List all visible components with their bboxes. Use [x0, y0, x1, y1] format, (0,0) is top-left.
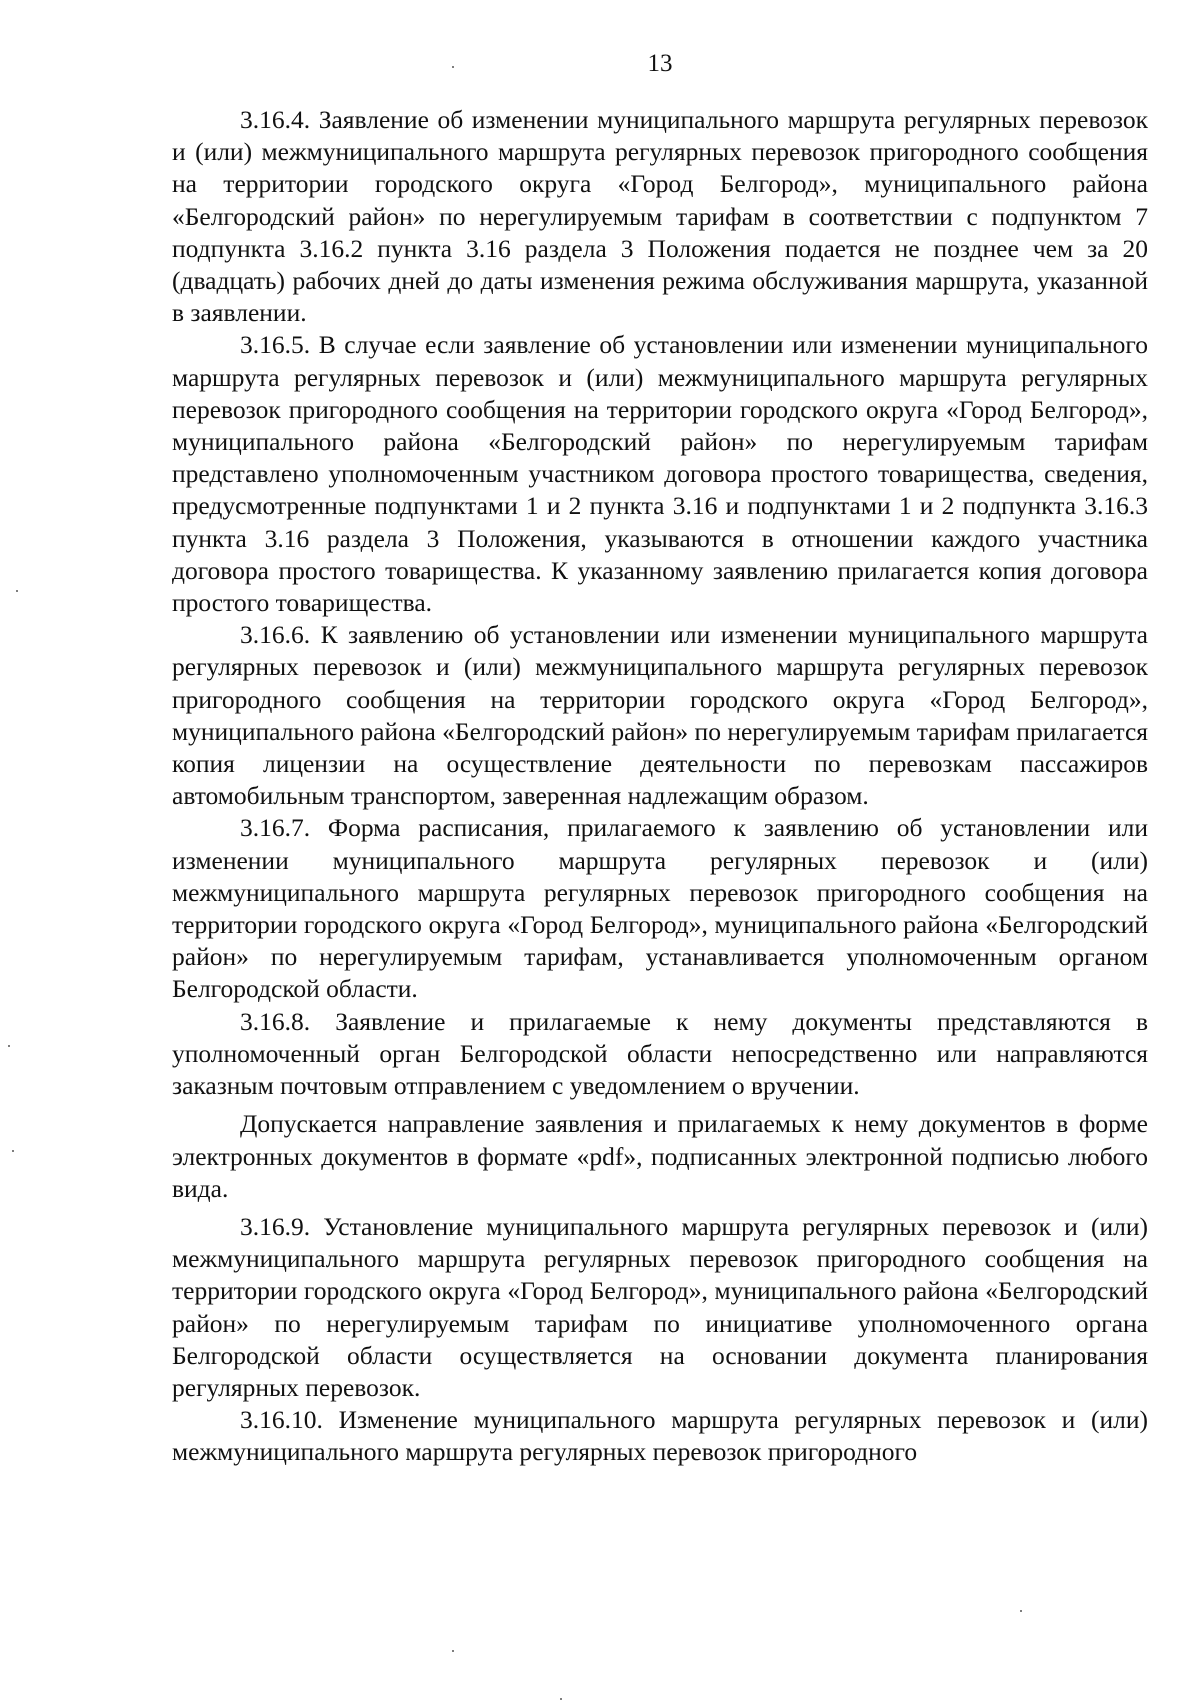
scan-speck — [452, 66, 454, 68]
paragraph-3-16-10: 3.16.10. Изменение муниципального маршрута регулярных перевозок и (или) межмуниципального маршрута регулярных перевозок пригородного — [172, 1405, 1148, 1467]
paragraph-3-16-7: 3.16.7. Форма расписания, прилагаемого к заявлению об установлении или изменении муниципального маршрута регулярных перевозок и (или) межмуниципального маршрута регулярных перевозок пригородного сообщения на территории городского округа «Город Белгород», муниципального района «Белгородский район» по нерегулируемым тарифам, устанавливается уполномоченным органом Белгородской области. — [172, 813, 1148, 1004]
page-number: 13 — [647, 50, 673, 77]
paragraph-3-16-8-continued: Допускается направление заявления и прилагаемых к нему документов в форме электронных документов в формате «pdf», подписанных электронной подписью любого вида. — [172, 1109, 1148, 1203]
paragraph-3-16-4: 3.16.4. Заявление об изменении муниципального маршрута регулярных перевозок и (или) межмуниципального маршрута регулярных перевозок пригородного сообщения на территории городского округа «Город Белгород», муниципального района «Белгородский район» по нерегулируемым тарифам в соответствии с подпунктом 7 подпункта 3.16.2 пункта 3.16 раздела 3 Положения подается не позднее чем за 20 (двадцать) рабочих дней до даты изменения режима обслуживания маршрута, указанной в заявлении. — [172, 105, 1148, 328]
paragraph-3-16-5: 3.16.5. В случае если заявление об установлении или изменении муниципального маршрута регулярных перевозок и (или) межмуниципального маршрута регулярных перевозок пригородного сообщения на территории городского округа «Город Белгород», муниципального района «Белгородский район» по нерегулируемым тарифам представлено уполномоченным участником договора простого товарищества, сведения, предусмотренные подпунктами 1 и 2 пункта 3.16 и подпунктами 1 и 2 подпункта 3.16.3 пункта 3.16 раздела 3 Положения, указываются в отношении каждого участника договора простого товарищества. К указанному заявлению прилагается копия договора простого товарищества. — [172, 330, 1148, 618]
scan-speck — [560, 1698, 562, 1700]
scan-speck — [1020, 1610, 1022, 1612]
scan-speck — [452, 1650, 454, 1652]
paragraph-3-16-9: 3.16.9. Установление муниципального маршрута регулярных перевозок и (или) межмуниципального маршрута регулярных перевозок пригородного сообщения на территории городского округа «Город Белгород», муниципального района «Белгородский район» по нерегулируемым тарифам по инициативе уполномоченного органа Белгородской области осуществляется на основании документа планирования регулярных перевозок. — [172, 1211, 1148, 1402]
scan-speck — [12, 1150, 14, 1152]
paragraph-3-16-6: 3.16.6. К заявлению об установлении или изменении муниципального маршрута регулярных перевозок и (или) межмуниципального маршрута регулярных перевозок пригородного сообщения на территории городского округа «Город Белгород», муниципального района «Белгородский район» по нерегулируемым тарифам прилагается копия лицензии на осуществление деятельности по перевозкам пассажиров автомобильным транспортом, заверенная надлежащим образом. — [172, 620, 1148, 811]
scan-speck — [16, 590, 18, 592]
paragraph-3-16-8: 3.16.8. Заявление и прилагаемые к нему документы представляются в уполномоченный орган Белгородской области непосредственно или направляются заказным почтовым отправлением с уведомлением о вручении. — [172, 1006, 1148, 1101]
scan-speck — [8, 1045, 10, 1047]
document-body — [172, 104, 1148, 1469]
